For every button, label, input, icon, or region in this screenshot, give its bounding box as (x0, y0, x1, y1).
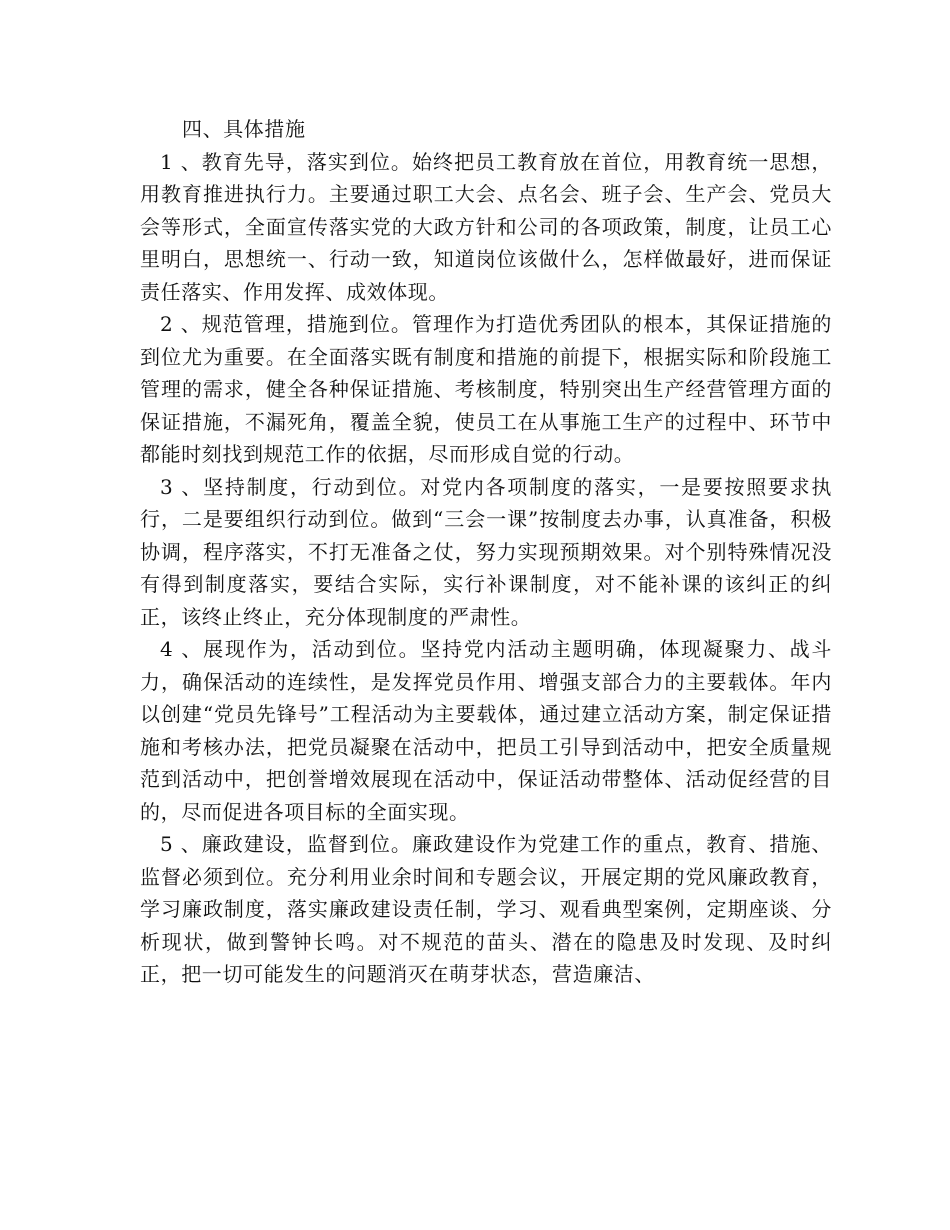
paragraph-1: 1 、教育先导，落实到位。始终把员工教育放在首位，用教育统一思想，用教育推进执行力。主要通过职工大会、点名会、班子会、生产会、党员大会等形式，全面宣传落实党的大政方针和公司的各项政策，制度，让员工心里明白，思想统一、行动一致，知道岗位该做什么，怎样做最好，进而保证责任落实、作用发挥、成效体现。 (140, 149, 832, 304)
document-body (140, 113, 832, 991)
paragraph-4: 4 、展现作为，活动到位。坚持党内活动主题明确，体现凝聚力、战斗力，确保活动的连续性，是发挥党员作用、增强支部合力的主要载体。年内以创建“党员先锋号”工程活动为主要载体，通过建立活动方案，制定保证措施和考核办法，把党员凝聚在活动中，把员工引导到活动中，把安全质量规范到活动中，把创誉增效展现在活动中，保证活动带整体、活动促经营的目的，尽而促进各项目标的全面实现。 (140, 637, 832, 824)
section-heading: 四、具体措施 (182, 117, 306, 141)
paragraph-5: 5 、廉政建设，监督到位。廉政建设作为党建工作的重点，教育、措施、监督必须到位。充分利用业余时间和专题会议，开展定期的党风廉政教育，学习廉政制度，落实廉政建设责任制，学习、观看典型案例，定期座谈、分析现状，做到警钟长鸣。对不规范的苗头、潜在的隐患及时发现、及时纠正，把一切可能发生的问题消灭在萌芽状态，营造廉洁、 (140, 832, 832, 986)
paragraph-2: 2 、规范管理，措施到位。管理作为打造优秀团队的根本，其保证措施的到位尤为重要。在全面落实既有制度和措施的前提下，根据实际和阶段施工管理的需求，健全各种保证措施、考核制度，特别突出生产经营管理方面的保证措施，不漏死角，覆盖全貌，使员工在从事施工生产的过程中、环节中都能时刻找到规范工作的依据，尽而形成自觉的行动。 (140, 312, 832, 466)
paragraph-3: 3 、坚持制度，行动到位。对党内各项制度的落实，一是要按照要求执行，二是要组织行动到位。做到“三会一课”按制度去办事，认真准备，积极协调，程序落实，不打无准备之仗，努力实现预期效果。对个别特殊情况没有得到制度落实，要结合实际，实行补课制度，对不能补课的该纠正的纠正，该终止终止，充分体现制度的严肃性。 (140, 474, 832, 629)
